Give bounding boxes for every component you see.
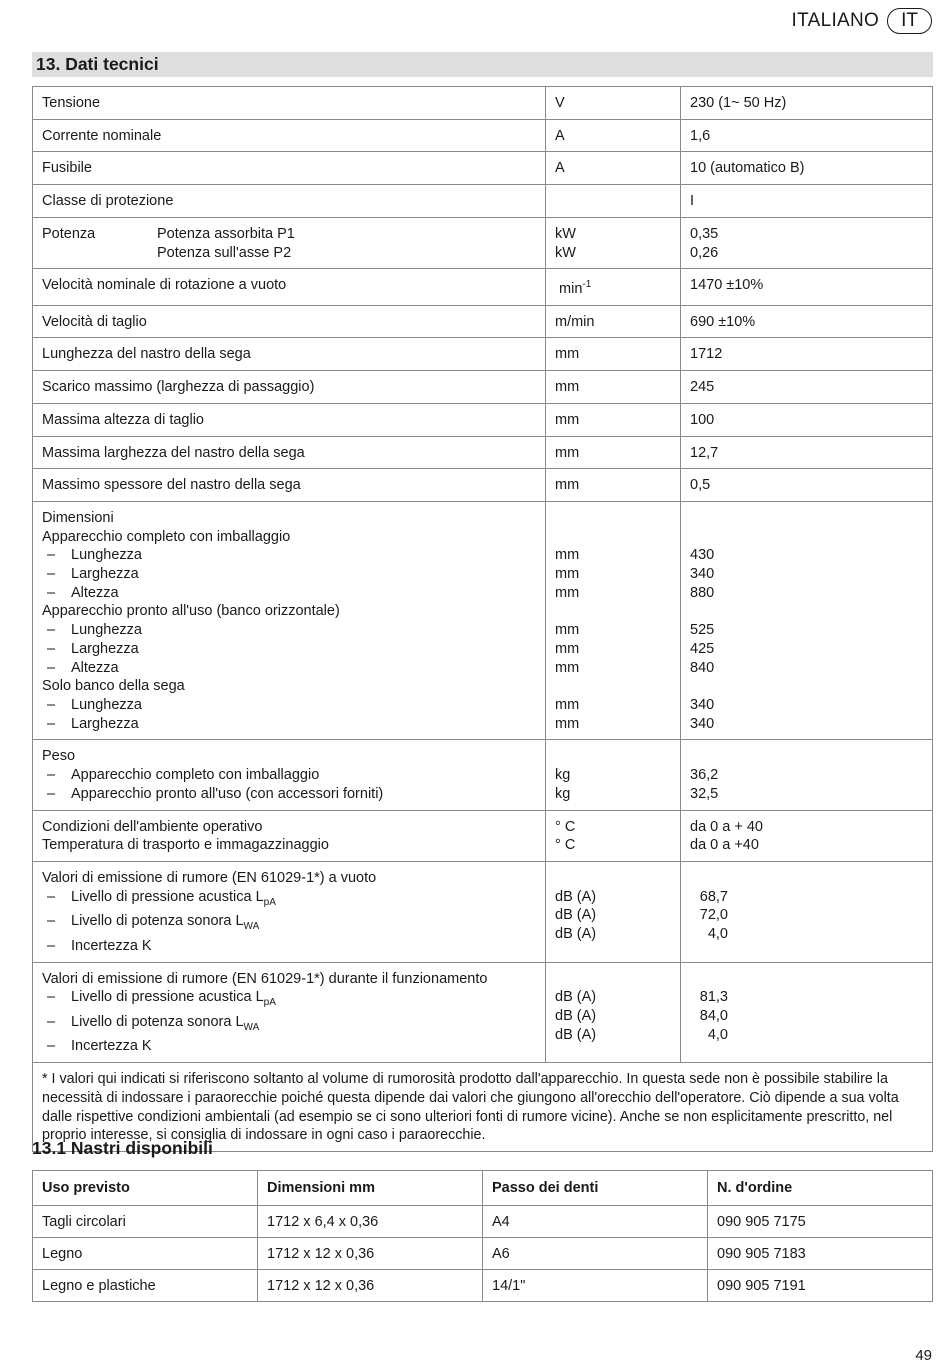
group-label: Solo banco della sega	[42, 678, 185, 695]
table-row	[33, 962, 933, 1063]
spec-label: Massimo spessore del nastro della sega	[33, 469, 546, 502]
value-line: 340	[690, 566, 715, 583]
table-cell: 090 905 7191	[708, 1270, 933, 1302]
unit-line: kg	[555, 785, 571, 802]
spec-label: Lunghezza del nastro della sega	[33, 338, 546, 371]
table-row	[33, 87, 933, 120]
unit-line: ° C	[555, 837, 576, 854]
spec-value: 12,7	[681, 436, 933, 469]
table-cell: Tagli circolari	[33, 1206, 258, 1238]
unit-line: mm	[555, 659, 580, 676]
rumore-label: Valori di emissione di rumore (EN 61029-1*) a vuoto	[42, 869, 377, 886]
unit-line: ° C	[555, 818, 576, 835]
language-label: ITALIANO	[791, 10, 880, 31]
spec-label	[33, 501, 546, 739]
value-line: 340	[690, 715, 715, 732]
spec-label: Fusibile	[33, 152, 546, 185]
table-cell: 14/1"	[483, 1270, 708, 1302]
value-line: 880	[690, 584, 715, 601]
item-label: – Altezza	[42, 659, 536, 678]
table-row	[33, 269, 933, 306]
table-row	[33, 740, 933, 810]
potenza-sub2: Potenza sull'asse P2	[157, 244, 292, 261]
unit-line: mm	[555, 640, 580, 657]
table-cell: 1712 x 6,4 x 0,36	[258, 1206, 483, 1238]
unit-line: mm	[555, 715, 580, 732]
value-line: 68,7	[699, 888, 728, 905]
value-line: 84,0	[699, 1007, 728, 1024]
spec-unit	[546, 861, 681, 962]
value-line: 430	[690, 547, 715, 564]
item-label: – Livello di pressione acustica $L_{pA}$	[42, 888, 536, 913]
unit-line: kW	[555, 244, 576, 261]
table-row	[33, 436, 933, 469]
item-label: – Livello di pressione acustica $L_{pA}$	[42, 988, 536, 1013]
spec-unit: A	[546, 152, 681, 185]
spec-unit: A	[546, 119, 681, 152]
unit-line: mm	[555, 584, 580, 601]
value-line: 81,3	[699, 989, 728, 1006]
technical-data-table	[32, 86, 933, 1152]
item-label: – Incertezza K	[42, 937, 536, 956]
rumore-label: Valori di emissione di rumore (EN 61029-1*) durante il funzionamento	[42, 970, 488, 987]
unit-line: dB (A)	[555, 989, 597, 1006]
item-label: – Lunghezza	[42, 546, 536, 565]
item-label: – Larghezza	[42, 715, 536, 734]
spec-value: 10 (automatico B)	[681, 152, 933, 185]
table-row	[33, 810, 933, 861]
spec-unit: mm	[546, 469, 681, 502]
item-label: – Lunghezza	[42, 621, 536, 640]
column-header: Dimensioni mm	[258, 1171, 483, 1206]
table-row	[33, 217, 933, 268]
spec-value	[681, 740, 933, 810]
value-line: 36,2	[690, 767, 719, 784]
spec-unit	[546, 217, 681, 268]
column-header: Passo dei denti	[483, 1171, 708, 1206]
spec-label: Velocità di taglio	[33, 305, 546, 338]
page-number: 49	[915, 1347, 932, 1364]
value-line: 840	[690, 659, 715, 676]
spec-value: 100	[681, 403, 933, 436]
unit-line: dB (A)	[555, 1007, 597, 1024]
spec-unit	[546, 269, 681, 306]
group-label: Apparecchio completo con imballaggio	[42, 528, 291, 545]
unit-line: dB (A)	[555, 888, 597, 905]
table-cell: A6	[483, 1238, 708, 1270]
item-label: – Altezza	[42, 584, 536, 603]
table-row	[33, 152, 933, 185]
spec-unit	[546, 501, 681, 739]
spec-value	[681, 962, 933, 1063]
table-row	[33, 403, 933, 436]
spec-label: Classe di protezione	[33, 185, 546, 218]
table-cell: A4	[483, 1206, 708, 1238]
value-line: 72,0	[699, 907, 728, 924]
column-header: N. d'ordine	[708, 1171, 933, 1206]
spec-unit: mm	[546, 338, 681, 371]
table-row	[33, 371, 933, 404]
section-title: 13. Dati tecnici	[32, 52, 933, 77]
unit-exponent: -1	[582, 279, 592, 291]
item-label: – Livello di potenza sonora $L_{WA}$	[42, 912, 536, 937]
table-row	[33, 305, 933, 338]
value-line: 0,26	[690, 244, 719, 261]
table-cell: Legno	[33, 1238, 258, 1270]
value-line: 525	[690, 622, 715, 639]
item-label: – Larghezza	[42, 565, 536, 584]
spec-label: Scarico massimo (larghezza di passaggio)	[33, 371, 546, 404]
table-row	[33, 1238, 933, 1270]
spec-unit	[546, 185, 681, 218]
potenza-label: Potenza	[42, 225, 96, 242]
table-row	[33, 119, 933, 152]
table-row	[33, 861, 933, 962]
table-row	[33, 469, 933, 502]
spec-label: Corrente nominale	[33, 119, 546, 152]
column-header: Uso previsto	[33, 1171, 258, 1206]
value-line: 425	[690, 640, 715, 657]
spec-label	[33, 740, 546, 810]
table-row	[33, 185, 933, 218]
spec-value	[681, 501, 933, 739]
unit-line: kW	[555, 225, 576, 242]
peso-label: Peso	[42, 748, 76, 765]
spec-label: Velocità nominale di rotazione a vuoto	[33, 269, 546, 306]
saw-bands-table	[32, 1170, 933, 1302]
spec-value: 1712	[681, 338, 933, 371]
value-line: da 0 a +40	[690, 837, 759, 854]
item-label: – Larghezza	[42, 640, 536, 659]
footnote: * I valori qui indicati si riferiscono soltanto al volume di rumorosità prodotto dall'apparecchio. In questa sede non è possibile stabilire la necessità di indossare i paraorecchie poiché questa dipende dai valori che giungono all'orecchio dell'operatore. Ciò dipende a sua volta dalle rispettive condizioni ambientali (ad esempio se ci sono ulteriori fonti di rumore vicine). Anche se non esplicitamente prescritto, nel proprio interesse, si consiglia di indossare in ogni caso i paraorecchie.	[33, 1063, 933, 1152]
item-label: – Apparecchio pronto all'uso (con accessori forniti)	[42, 785, 536, 804]
spec-unit: mm	[546, 403, 681, 436]
spec-label	[33, 810, 546, 861]
table-cell: 090 905 7175	[708, 1206, 933, 1238]
item-label: – Incertezza K	[42, 1037, 536, 1056]
table-row	[33, 1270, 933, 1302]
spec-label: Massima larghezza del nastro della sega	[33, 436, 546, 469]
potenza-sub1: Potenza assorbita P1	[157, 225, 295, 242]
spec-value: I	[681, 185, 933, 218]
spec-label	[33, 217, 546, 268]
language-indicator	[792, 8, 932, 34]
table-header-row	[33, 1171, 933, 1206]
unit-line: dB (A)	[555, 1026, 597, 1043]
value-line: da 0 a + 40	[690, 818, 763, 835]
spec-unit	[546, 740, 681, 810]
dimensioni-label: Dimensioni	[42, 509, 114, 526]
table-cell: 1712 x 12 x 0,36	[258, 1238, 483, 1270]
spec-value	[681, 861, 933, 962]
unit-base: min	[559, 281, 583, 298]
unit-line: mm	[555, 566, 580, 583]
spec-value: 690 ±10%	[681, 305, 933, 338]
value-line: 32,5	[690, 785, 719, 802]
item-label: – Livello di potenza sonora $L_{WA}$	[42, 1013, 536, 1038]
spec-unit: m/min	[546, 305, 681, 338]
spec-unit: V	[546, 87, 681, 120]
group-label: Apparecchio pronto all'uso (banco orizzontale)	[42, 603, 340, 620]
spec-value: 1,6	[681, 119, 933, 152]
item-label: – Lunghezza	[42, 696, 536, 715]
spec-unit: mm	[546, 436, 681, 469]
table-row	[33, 338, 933, 371]
spec-label: Massima altezza di taglio	[33, 403, 546, 436]
unit-line: dB (A)	[555, 907, 597, 924]
unit-line: mm	[555, 547, 580, 564]
spec-unit	[546, 962, 681, 1063]
spec-value: 0,5	[681, 469, 933, 502]
spec-value: 1470 ±10%	[681, 269, 933, 306]
spec-label	[33, 962, 546, 1063]
table-cell: Legno e plastiche	[33, 1270, 258, 1302]
subsection-title: 13.1 Nastri disponibili	[32, 1138, 213, 1158]
spec-value	[681, 217, 933, 268]
spec-unit	[546, 810, 681, 861]
unit-line: mm	[555, 622, 580, 639]
value-line: 4,0	[707, 1026, 728, 1043]
value-line: 340	[690, 696, 715, 713]
spec-value: 230 (1~ 50 Hz)	[681, 87, 933, 120]
value-line: 4,0	[707, 926, 728, 943]
spec-unit: mm	[546, 371, 681, 404]
unit-line: dB (A)	[555, 926, 597, 943]
spec-label: Tensione	[33, 87, 546, 120]
item-label: – Apparecchio completo con imballaggio	[42, 766, 536, 785]
language-code-badge: IT	[887, 8, 932, 34]
unit-line: kg	[555, 767, 571, 784]
table-row	[33, 1206, 933, 1238]
value-line: 0,35	[690, 225, 719, 242]
table-cell: 090 905 7183	[708, 1238, 933, 1270]
condizioni-line: Temperatura di trasporto e immagazzinaggio	[42, 837, 329, 854]
spec-label	[33, 861, 546, 962]
table-cell: 1712 x 12 x 0,36	[258, 1270, 483, 1302]
spec-value	[681, 810, 933, 861]
spec-value: 245	[681, 371, 933, 404]
condizioni-line: Condizioni dell'ambiente operativo	[42, 818, 263, 835]
unit-line: mm	[555, 696, 580, 713]
table-row	[33, 501, 933, 739]
